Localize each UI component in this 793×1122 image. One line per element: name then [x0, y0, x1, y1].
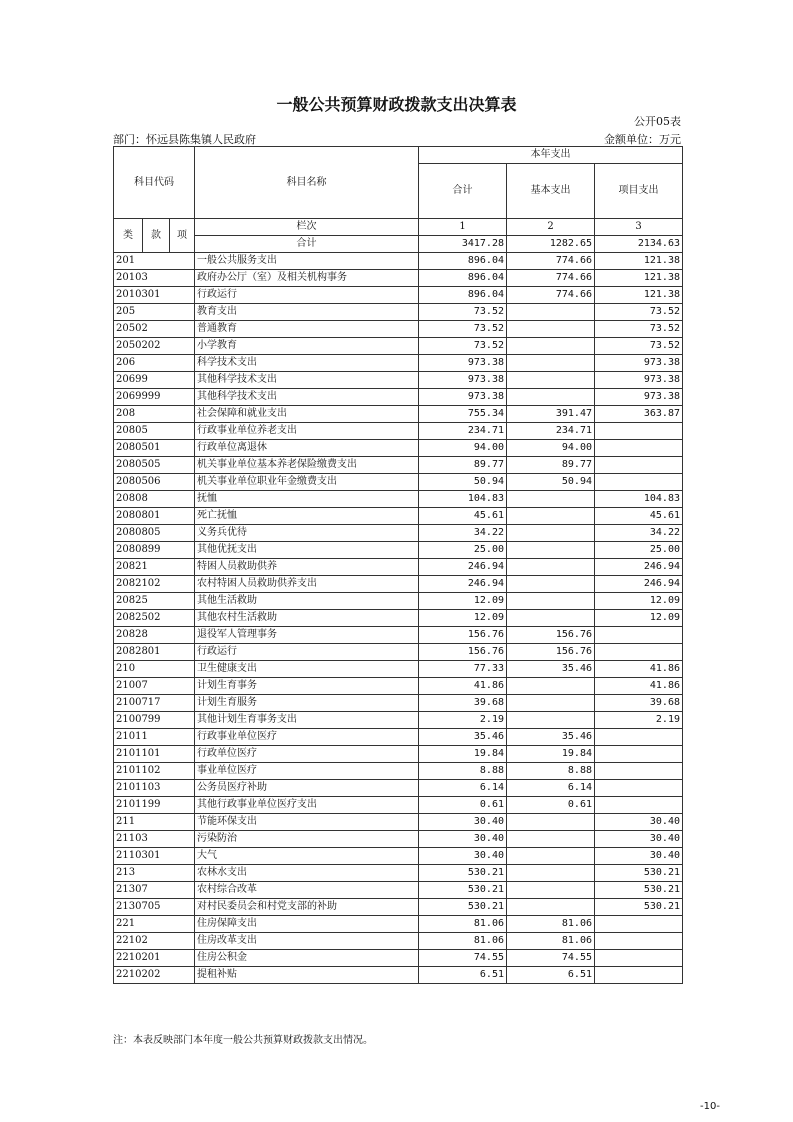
row-code: 2069999	[114, 389, 195, 406]
row-name: 死亡抚恤	[195, 508, 419, 525]
row-total: 8.88	[419, 763, 507, 780]
row-name: 农村综合改革	[195, 882, 419, 899]
table-row	[114, 474, 683, 491]
row-name: 其他科学技术支出	[195, 389, 419, 406]
row-name: 农林水支出	[195, 865, 419, 882]
table-row	[114, 576, 683, 593]
row-basic	[507, 355, 595, 372]
row-project: 104.83	[595, 491, 683, 508]
table-row	[114, 253, 683, 270]
row-project: 73.52	[595, 338, 683, 355]
row-total: 896.04	[419, 270, 507, 287]
row-code: 2080506	[114, 474, 195, 491]
row-code: 213	[114, 865, 195, 882]
row-total: 34.22	[419, 525, 507, 542]
row-basic	[507, 372, 595, 389]
row-code: 22102	[114, 933, 195, 950]
footnote: 注：本表反映部门本年度一般公共预算财政拨款支出情况。	[113, 1035, 373, 1046]
row-project	[595, 933, 683, 950]
row-code: 210	[114, 661, 195, 678]
table-row	[114, 848, 683, 865]
row-name: 一般公共服务支出	[195, 253, 419, 270]
row-basic: 19.84	[507, 746, 595, 763]
row-total: 12.09	[419, 593, 507, 610]
row-name: 计划生育事务	[195, 678, 419, 695]
row-basic: 81.06	[507, 916, 595, 933]
row-name: 退役军人管理事务	[195, 627, 419, 644]
row-basic	[507, 695, 595, 712]
row-code: 2110301	[114, 848, 195, 865]
row-basic: 35.46	[507, 661, 595, 678]
row-basic	[507, 593, 595, 610]
row-code: 2082801	[114, 644, 195, 661]
row-name: 机关事业单位基本养老保险缴费支出	[195, 457, 419, 474]
row-project: 41.86	[595, 661, 683, 678]
row-name: 大气	[195, 848, 419, 865]
row-code: 2080505	[114, 457, 195, 474]
row-code: 2082102	[114, 576, 195, 593]
row-total: 73.52	[419, 338, 507, 355]
row-project: 12.09	[595, 593, 683, 610]
row-code: 2101199	[114, 797, 195, 814]
row-name: 公务员医疗补助	[195, 780, 419, 797]
row-name: 行政运行	[195, 644, 419, 661]
row-name: 其他计划生育事务支出	[195, 712, 419, 729]
row-basic	[507, 678, 595, 695]
row-project	[595, 950, 683, 967]
row-basic: 89.77	[507, 457, 595, 474]
table-row	[114, 933, 683, 950]
row-code: 208	[114, 406, 195, 423]
row-project: 41.86	[595, 678, 683, 695]
row-project	[595, 916, 683, 933]
row-basic	[507, 338, 595, 355]
row-project	[595, 780, 683, 797]
sum-project: 2134.63	[595, 236, 683, 253]
row-project: 30.40	[595, 814, 683, 831]
table-row	[114, 440, 683, 457]
row-basic	[507, 882, 595, 899]
row-basic	[507, 831, 595, 848]
row-code: 2101101	[114, 746, 195, 763]
lanci-label: 栏次	[195, 219, 419, 236]
row-project: 973.38	[595, 355, 683, 372]
row-basic: 8.88	[507, 763, 595, 780]
row-name: 行政运行	[195, 287, 419, 304]
row-name: 社会保障和就业支出	[195, 406, 419, 423]
table-row	[114, 814, 683, 831]
row-basic: 6.51	[507, 967, 595, 984]
sum-basic: 1282.65	[507, 236, 595, 253]
row-project: 2.19	[595, 712, 683, 729]
row-project: 363.87	[595, 406, 683, 423]
row-code: 21007	[114, 678, 195, 695]
table-row	[114, 406, 683, 423]
table-row	[114, 729, 683, 746]
row-code: 2080801	[114, 508, 195, 525]
row-project: 973.38	[595, 389, 683, 406]
row-total: 74.55	[419, 950, 507, 967]
row-code: 205	[114, 304, 195, 321]
row-total: 2.19	[419, 712, 507, 729]
row-name: 行政单位医疗	[195, 746, 419, 763]
row-code: 20828	[114, 627, 195, 644]
row-code: 2082502	[114, 610, 195, 627]
row-total: 35.46	[419, 729, 507, 746]
lei-header: 类	[114, 219, 143, 253]
row-name: 住房保障支出	[195, 916, 419, 933]
table-row	[114, 304, 683, 321]
row-basic: 35.46	[507, 729, 595, 746]
row-total: 530.21	[419, 865, 507, 882]
row-total: 973.38	[419, 389, 507, 406]
row-code: 2101102	[114, 763, 195, 780]
row-project: 530.21	[595, 882, 683, 899]
table-row	[114, 899, 683, 916]
row-project	[595, 967, 683, 984]
row-name: 其他生活救助	[195, 593, 419, 610]
row-basic: 6.14	[507, 780, 595, 797]
unit-label: 金额单位：万元	[604, 133, 681, 146]
row-total: 973.38	[419, 355, 507, 372]
row-total: 73.52	[419, 304, 507, 321]
table-row	[114, 355, 683, 372]
row-name: 节能环保支出	[195, 814, 419, 831]
row-name: 特困人员救助供养	[195, 559, 419, 576]
table-row	[114, 763, 683, 780]
table-row	[114, 678, 683, 695]
row-basic: 74.55	[507, 950, 595, 967]
row-basic	[507, 848, 595, 865]
row-project	[595, 644, 683, 661]
row-code: 2080805	[114, 525, 195, 542]
row-code: 20103	[114, 270, 195, 287]
row-total: 89.77	[419, 457, 507, 474]
code-group-header: 科目代码	[114, 147, 195, 219]
table-row	[114, 287, 683, 304]
row-code: 2130705	[114, 899, 195, 916]
table-row	[114, 831, 683, 848]
row-total: 234.71	[419, 423, 507, 440]
row-project: 530.21	[595, 899, 683, 916]
row-name: 其他行政事业单位医疗支出	[195, 797, 419, 814]
row-total: 0.61	[419, 797, 507, 814]
row-basic: 156.76	[507, 627, 595, 644]
row-basic	[507, 304, 595, 321]
row-name: 提租补贴	[195, 967, 419, 984]
row-total: 530.21	[419, 882, 507, 899]
row-name: 小学教育	[195, 338, 419, 355]
row-name: 行政事业单位医疗	[195, 729, 419, 746]
table-row	[114, 865, 683, 882]
row-project: 73.52	[595, 321, 683, 338]
table-row	[114, 967, 683, 984]
row-basic: 391.47	[507, 406, 595, 423]
row-basic: 234.71	[507, 423, 595, 440]
row-project	[595, 440, 683, 457]
row-basic	[507, 814, 595, 831]
table-row	[114, 423, 683, 440]
table-row	[114, 661, 683, 678]
row-project: 45.61	[595, 508, 683, 525]
table-row	[114, 695, 683, 712]
row-total: 896.04	[419, 287, 507, 304]
row-basic	[507, 491, 595, 508]
table-row	[114, 593, 683, 610]
row-code: 21103	[114, 831, 195, 848]
row-code: 221	[114, 916, 195, 933]
table-row	[114, 389, 683, 406]
table-row	[114, 780, 683, 797]
kuan-header: 款	[143, 219, 170, 253]
row-code: 2210201	[114, 950, 195, 967]
table-row	[114, 338, 683, 355]
row-project: 12.09	[595, 610, 683, 627]
table-row	[114, 457, 683, 474]
row-code: 20805	[114, 423, 195, 440]
table-row	[114, 797, 683, 814]
row-name: 卫生健康支出	[195, 661, 419, 678]
row-project: 30.40	[595, 848, 683, 865]
row-project: 34.22	[595, 525, 683, 542]
row-name: 政府办公厅（室）及相关机构事务	[195, 270, 419, 287]
row-code: 2080899	[114, 542, 195, 559]
row-total: 73.52	[419, 321, 507, 338]
row-total: 81.06	[419, 933, 507, 950]
row-name: 教育支出	[195, 304, 419, 321]
table-row	[114, 491, 683, 508]
row-name: 机关事业单位职业年金缴费支出	[195, 474, 419, 491]
table-row	[114, 746, 683, 763]
table-row	[114, 321, 683, 338]
page-number: -10-	[700, 1101, 720, 1112]
sum-label: 合计	[195, 236, 419, 253]
name-header: 科目名称	[195, 147, 419, 219]
row-project	[595, 729, 683, 746]
row-total: 6.14	[419, 780, 507, 797]
row-code: 2101103	[114, 780, 195, 797]
table-row	[114, 270, 683, 287]
col2-label: 2	[507, 219, 595, 236]
form-code: 公开05表	[634, 115, 681, 128]
row-total: 104.83	[419, 491, 507, 508]
row-code: 20808	[114, 491, 195, 508]
row-total: 81.06	[419, 916, 507, 933]
row-name: 污染防治	[195, 831, 419, 848]
table-row	[114, 882, 683, 899]
row-basic: 774.66	[507, 287, 595, 304]
row-total: 30.40	[419, 848, 507, 865]
row-basic	[507, 508, 595, 525]
row-project	[595, 627, 683, 644]
row-total: 25.00	[419, 542, 507, 559]
row-project: 246.94	[595, 576, 683, 593]
row-code: 20502	[114, 321, 195, 338]
table-row	[114, 542, 683, 559]
row-code: 2100717	[114, 695, 195, 712]
row-total: 973.38	[419, 372, 507, 389]
row-total: 30.40	[419, 814, 507, 831]
row-project	[595, 797, 683, 814]
page-title: 一般公共预算财政拨款支出决算表	[276, 95, 517, 114]
row-name: 其他优抚支出	[195, 542, 419, 559]
row-name: 计划生育服务	[195, 695, 419, 712]
row-code: 201	[114, 253, 195, 270]
row-total: 77.33	[419, 661, 507, 678]
current-year-header: 本年支出	[419, 147, 683, 164]
row-project: 121.38	[595, 287, 683, 304]
row-basic	[507, 610, 595, 627]
row-basic	[507, 899, 595, 916]
row-project: 73.52	[595, 304, 683, 321]
row-total: 246.94	[419, 576, 507, 593]
col3-label: 3	[595, 219, 683, 236]
row-code: 2100799	[114, 712, 195, 729]
row-name: 住房公积金	[195, 950, 419, 967]
row-total: 12.09	[419, 610, 507, 627]
row-code: 2010301	[114, 287, 195, 304]
row-project: 121.38	[595, 253, 683, 270]
row-project: 973.38	[595, 372, 683, 389]
row-project	[595, 746, 683, 763]
row-basic	[507, 525, 595, 542]
table-row	[114, 559, 683, 576]
table-row	[114, 372, 683, 389]
row-total: 30.40	[419, 831, 507, 848]
row-code: 20821	[114, 559, 195, 576]
xiang-header: 项	[170, 219, 195, 253]
row-project: 25.00	[595, 542, 683, 559]
row-total: 19.84	[419, 746, 507, 763]
row-total: 156.76	[419, 627, 507, 644]
row-basic: 94.00	[507, 440, 595, 457]
row-project	[595, 474, 683, 491]
row-basic: 81.06	[507, 933, 595, 950]
row-basic	[507, 559, 595, 576]
row-total: 39.68	[419, 695, 507, 712]
total-header: 合计	[419, 164, 507, 219]
expenditure-table	[113, 146, 683, 984]
row-name: 普通教育	[195, 321, 419, 338]
row-project: 39.68	[595, 695, 683, 712]
row-basic	[507, 576, 595, 593]
table-row	[114, 627, 683, 644]
project-header: 项目支出	[595, 164, 683, 219]
row-name: 行政事业单位养老支出	[195, 423, 419, 440]
row-basic	[507, 542, 595, 559]
row-name: 住房改革支出	[195, 933, 419, 950]
row-code: 2050202	[114, 338, 195, 355]
row-name: 行政单位离退休	[195, 440, 419, 457]
row-basic: 50.94	[507, 474, 595, 491]
row-basic	[507, 865, 595, 882]
basic-header: 基本支出	[507, 164, 595, 219]
row-total: 50.94	[419, 474, 507, 491]
row-code: 20699	[114, 372, 195, 389]
sum-total: 3417.28	[419, 236, 507, 253]
row-name: 对村民委员会和村党支部的补助	[195, 899, 419, 916]
row-basic: 774.66	[507, 253, 595, 270]
row-code: 20825	[114, 593, 195, 610]
table-row	[114, 525, 683, 542]
row-total: 156.76	[419, 644, 507, 661]
row-project: 121.38	[595, 270, 683, 287]
table-row	[114, 610, 683, 627]
row-code: 2080501	[114, 440, 195, 457]
col1-label: 1	[419, 219, 507, 236]
table-row	[114, 508, 683, 525]
table-row	[114, 950, 683, 967]
row-project: 246.94	[595, 559, 683, 576]
row-total: 896.04	[419, 253, 507, 270]
row-basic	[507, 389, 595, 406]
row-name: 义务兵优待	[195, 525, 419, 542]
row-project	[595, 423, 683, 440]
row-code: 211	[114, 814, 195, 831]
row-code: 21307	[114, 882, 195, 899]
row-project: 30.40	[595, 831, 683, 848]
row-project: 530.21	[595, 865, 683, 882]
row-name: 农村特困人员救助供养支出	[195, 576, 419, 593]
row-name: 其他农村生活救助	[195, 610, 419, 627]
row-basic: 774.66	[507, 270, 595, 287]
row-total: 45.61	[419, 508, 507, 525]
row-code: 21011	[114, 729, 195, 746]
row-total: 41.86	[419, 678, 507, 695]
table-row	[114, 916, 683, 933]
row-total: 755.34	[419, 406, 507, 423]
row-name: 科学技术支出	[195, 355, 419, 372]
table-row	[114, 712, 683, 729]
row-total: 94.00	[419, 440, 507, 457]
row-total: 6.51	[419, 967, 507, 984]
row-basic: 156.76	[507, 644, 595, 661]
row-name: 其他科学技术支出	[195, 372, 419, 389]
row-project	[595, 763, 683, 780]
row-basic	[507, 321, 595, 338]
row-total: 246.94	[419, 559, 507, 576]
row-total: 530.21	[419, 899, 507, 916]
row-basic	[507, 712, 595, 729]
row-basic: 0.61	[507, 797, 595, 814]
row-project	[595, 457, 683, 474]
row-code: 2210202	[114, 967, 195, 984]
table-row	[114, 644, 683, 661]
row-code: 206	[114, 355, 195, 372]
department-label: 部门：怀远县陈集镇人民政府	[113, 133, 256, 146]
row-name: 抚恤	[195, 491, 419, 508]
row-name: 事业单位医疗	[195, 763, 419, 780]
